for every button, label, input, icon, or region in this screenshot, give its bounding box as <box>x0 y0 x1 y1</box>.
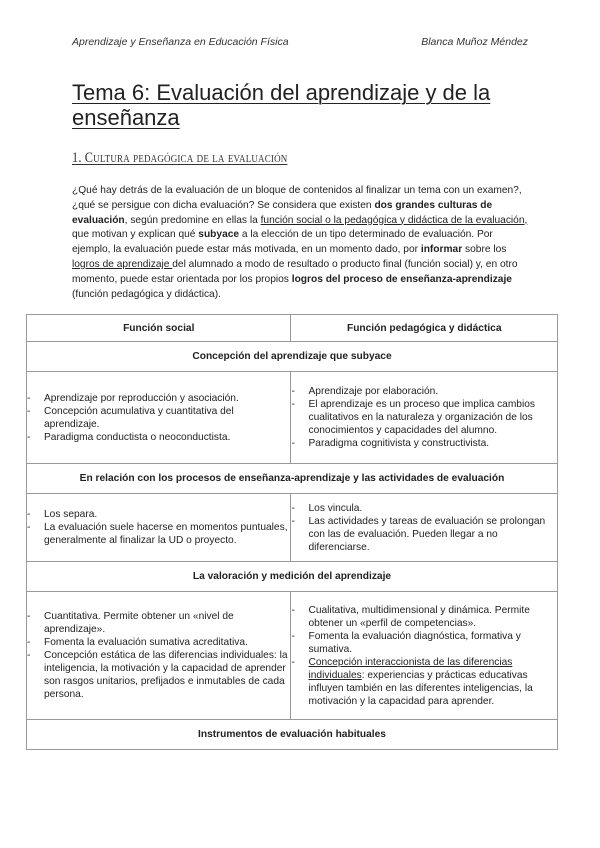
column-header-pedagogica: Función pedagógica y didáctica <box>291 315 558 342</box>
table-row <box>27 494 558 562</box>
list-item: - Cualitativa, multidimensional y dinámica. Permite obtener un «perfil de competencias». <box>291 604 557 630</box>
pedagogica-cell <box>291 372 558 464</box>
section-row <box>27 720 558 750</box>
section-row <box>27 342 558 372</box>
section-title: La valoración y medición del aprendizaje <box>27 562 558 592</box>
social-cell <box>27 592 291 720</box>
list-item: - Aprendizaje por elaboración. <box>291 385 557 398</box>
list-item: - Fomenta la evaluación sumativa acreditativa. <box>27 636 290 649</box>
header-author: Blanca Muñoz Méndez <box>421 36 528 48</box>
section-title: En relación con los procesos de enseñanza-aprendizaje y las actividades de evaluación <box>27 464 558 494</box>
table-header-row <box>27 315 558 342</box>
pedagogica-cell <box>291 494 558 562</box>
social-cell <box>27 494 291 562</box>
list-item: - Cuantitativa. Permite obtener un «nivel de aprendizaje». <box>27 610 290 636</box>
bullet-list <box>291 385 557 450</box>
intro-bold: informar <box>420 244 463 256</box>
bullet-list <box>27 508 290 547</box>
section-title: Concepción del aprendizaje que subyace <box>27 342 558 372</box>
list-item: - Concepción estática de las diferencias individuales: la inteligencia, la motivación y la capacidad de aprender son rasgos unitarios, prefijados e inmutables de cada persona. <box>27 649 290 701</box>
table-row <box>27 372 558 464</box>
intro-text: , según predomine en ellas la <box>124 214 261 226</box>
intro-text: (función pedagógica y didáctica). <box>72 288 221 300</box>
bullet-list <box>291 502 557 554</box>
intro-bold: dos grandes culturas de evaluación <box>72 199 493 226</box>
list-item <box>291 656 557 708</box>
list-item: - Los vincula. <box>291 502 557 515</box>
list-item: - Las actividades y tareas de evaluación se prolongan con las de evaluación. Pueden llegar a no diferenciarse. <box>291 515 557 554</box>
header-course: Aprendizaje y Enseñanza en Educación Física <box>72 36 289 48</box>
bullet-list <box>27 392 290 444</box>
section-row <box>27 464 558 494</box>
list-item-text: : experiencias y prácticas educativas influyen también en las diferentes inteligencias, la motivación y la capacidad para aprender. <box>308 669 533 707</box>
page-title: Tema 6: Evaluación del aprendizaje y de la enseñanza <box>72 80 491 130</box>
intro-text: a la elección de un tipo determinado de evaluación. Por ejemplo, la evaluación puede estar más motivada, en un momento dado, por <box>72 229 493 256</box>
column-header-social: Función social <box>27 315 291 342</box>
list-item: - Los separa. <box>27 508 290 521</box>
intro-underline: logros de aprendizaje <box>72 258 173 270</box>
bullet-list <box>27 610 290 701</box>
intro-text: del alumnado a modo de resultado o producto final (función social) y, en otro momento, puede estar orientada por los propios <box>72 258 518 285</box>
list-item: - Fomenta la evaluación diagnóstica, formativa y sumativa. <box>291 630 557 656</box>
intro-bold: subyace <box>198 229 240 241</box>
list-item: - Paradigma conductista o neoconductista. <box>27 431 290 444</box>
bullet-list <box>291 604 557 708</box>
list-item: - Concepción acumulativa y cuantitativa del aprendizaje. <box>27 405 290 431</box>
social-cell <box>27 372 291 464</box>
intro-underline: función social o la pedagógica y didáctica de la evaluación, <box>260 214 528 226</box>
list-item: - Paradigma cognitivista y constructivista. <box>291 437 557 450</box>
section-title: Instrumentos de evaluación habituales <box>27 720 558 750</box>
intro-text: sobre los <box>462 244 507 256</box>
intro-text: que motivan y explican qué <box>72 229 199 241</box>
table-row <box>27 592 558 720</box>
section-row <box>27 562 558 592</box>
intro-paragraph <box>72 184 530 302</box>
list-item: - Aprendizaje por reproducción y asociación. <box>27 392 290 405</box>
intro-bold: logros del proceso de enseñanza-aprendizaje <box>291 273 512 285</box>
list-item: - La evaluación suele hacerse en momentos puntuales, generalmente al finalizar la UD o proyecto. <box>27 521 290 547</box>
underlined-term: Concepción interaccionista de las diferencias individuales <box>308 656 513 681</box>
intro-text: ¿Qué hay detrás de la evaluación de un bloque de contenidos al finalizar un tema con un examen?, ¿qué se persigue con dicha evaluación? Se considera que existen <box>72 185 522 211</box>
pedagogica-cell <box>291 592 558 720</box>
section-heading: 1. Cultura pedagógica de la evaluación <box>72 150 288 166</box>
evaluation-table <box>26 314 558 750</box>
list-item: - El aprendizaje es un proceso que implica cambios cualitativos en la naturaleza y organización de los conocimientos y capacidades del alumno. <box>291 398 557 437</box>
